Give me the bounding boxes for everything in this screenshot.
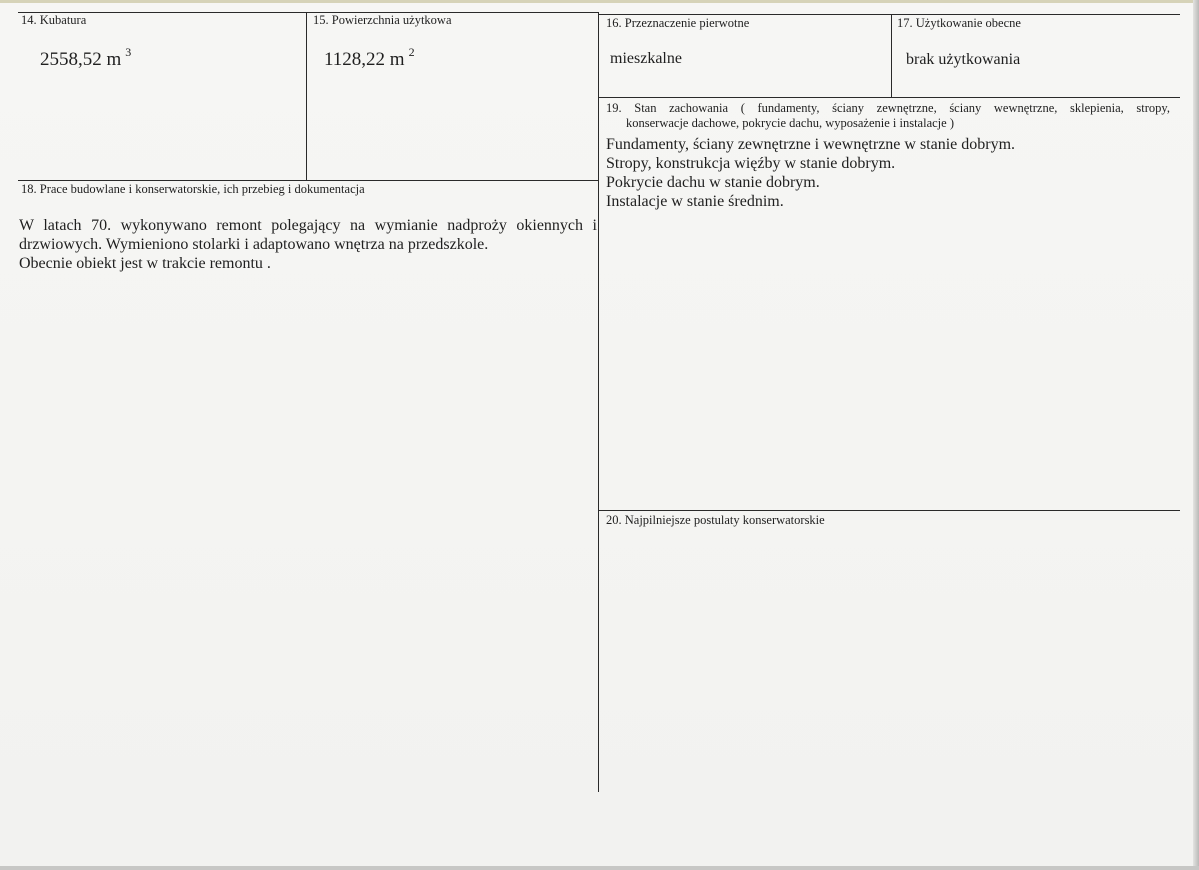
field-17-label: 17. Użytkowanie obecne [897, 16, 1021, 30]
area-unit-exponent: 2 [408, 45, 415, 59]
field-19-line-2: Stropy, konstrukcja więźby w stanie dobrym. [606, 155, 896, 172]
field-19-label-line-1: 19. Stan zachowania ( fundamenty, ściany zewnętrzne, ściany wewnętrzne, sklepienia, stropy, [606, 101, 1170, 115]
area-value: 1128,22 m [324, 49, 405, 70]
rule-v-14-15 [306, 12, 307, 180]
field-18-text [19, 216, 597, 273]
rule-v-16-17 [891, 14, 892, 97]
field-19-label [606, 101, 1170, 130]
card-bottom-edge [0, 866, 1199, 870]
volume-value: 2558,52 m [40, 49, 122, 70]
field-16-label: 16. Przeznaczenie pierwotne [606, 16, 750, 30]
field-19-line-3: Pokrycie dachu w stanie dobrym. [606, 174, 820, 191]
rule-top-left [18, 12, 599, 13]
field-15-label: 15. Powierzchnia użytkowa [313, 13, 452, 27]
card-top-edge [0, 0, 1199, 3]
field-18-line-2: drzwiowych. Wymieniono stolarki i adaptowano wnętrza na przedszkole. [19, 236, 489, 253]
field-18-line-1: W latach 70. wykonywano remont polegający na wymianie nadproży okiennych i [19, 217, 597, 234]
field-15-value [324, 45, 415, 71]
field-16-value: mieszkalne [610, 50, 682, 67]
field-20-label: 20. Najpilniejsze postulaty konserwatorskie [606, 513, 825, 527]
field-19-label-line-2: konserwacje dachowe, pokrycie dachu, wyposażenie i instalacje ) [626, 115, 954, 130]
field-17-value: brak użytkowania [906, 51, 1021, 68]
card-right-edge [1193, 0, 1199, 870]
field-18-line-3: Obecnie obiekt jest w trakcie remontu . [19, 255, 271, 272]
rule-v-main [598, 12, 599, 792]
rule-below-16-17 [599, 97, 1180, 98]
field-18-label: 18. Prace budowlane i konserwatorskie, ich przebieg i dokumentacja [21, 182, 365, 196]
field-19-line-1: Fundamenty, ściany zewnętrzne i wewnętrzne w stanie dobrym. [606, 136, 1016, 153]
field-19-text [606, 135, 1015, 211]
field-14-value [40, 45, 131, 71]
volume-unit-exponent: 3 [125, 45, 132, 59]
rule-above-20 [599, 510, 1180, 511]
field-14-label: 14. Kubatura [21, 13, 87, 27]
field-19-line-4: Instalacje w stanie średnim. [606, 193, 784, 210]
